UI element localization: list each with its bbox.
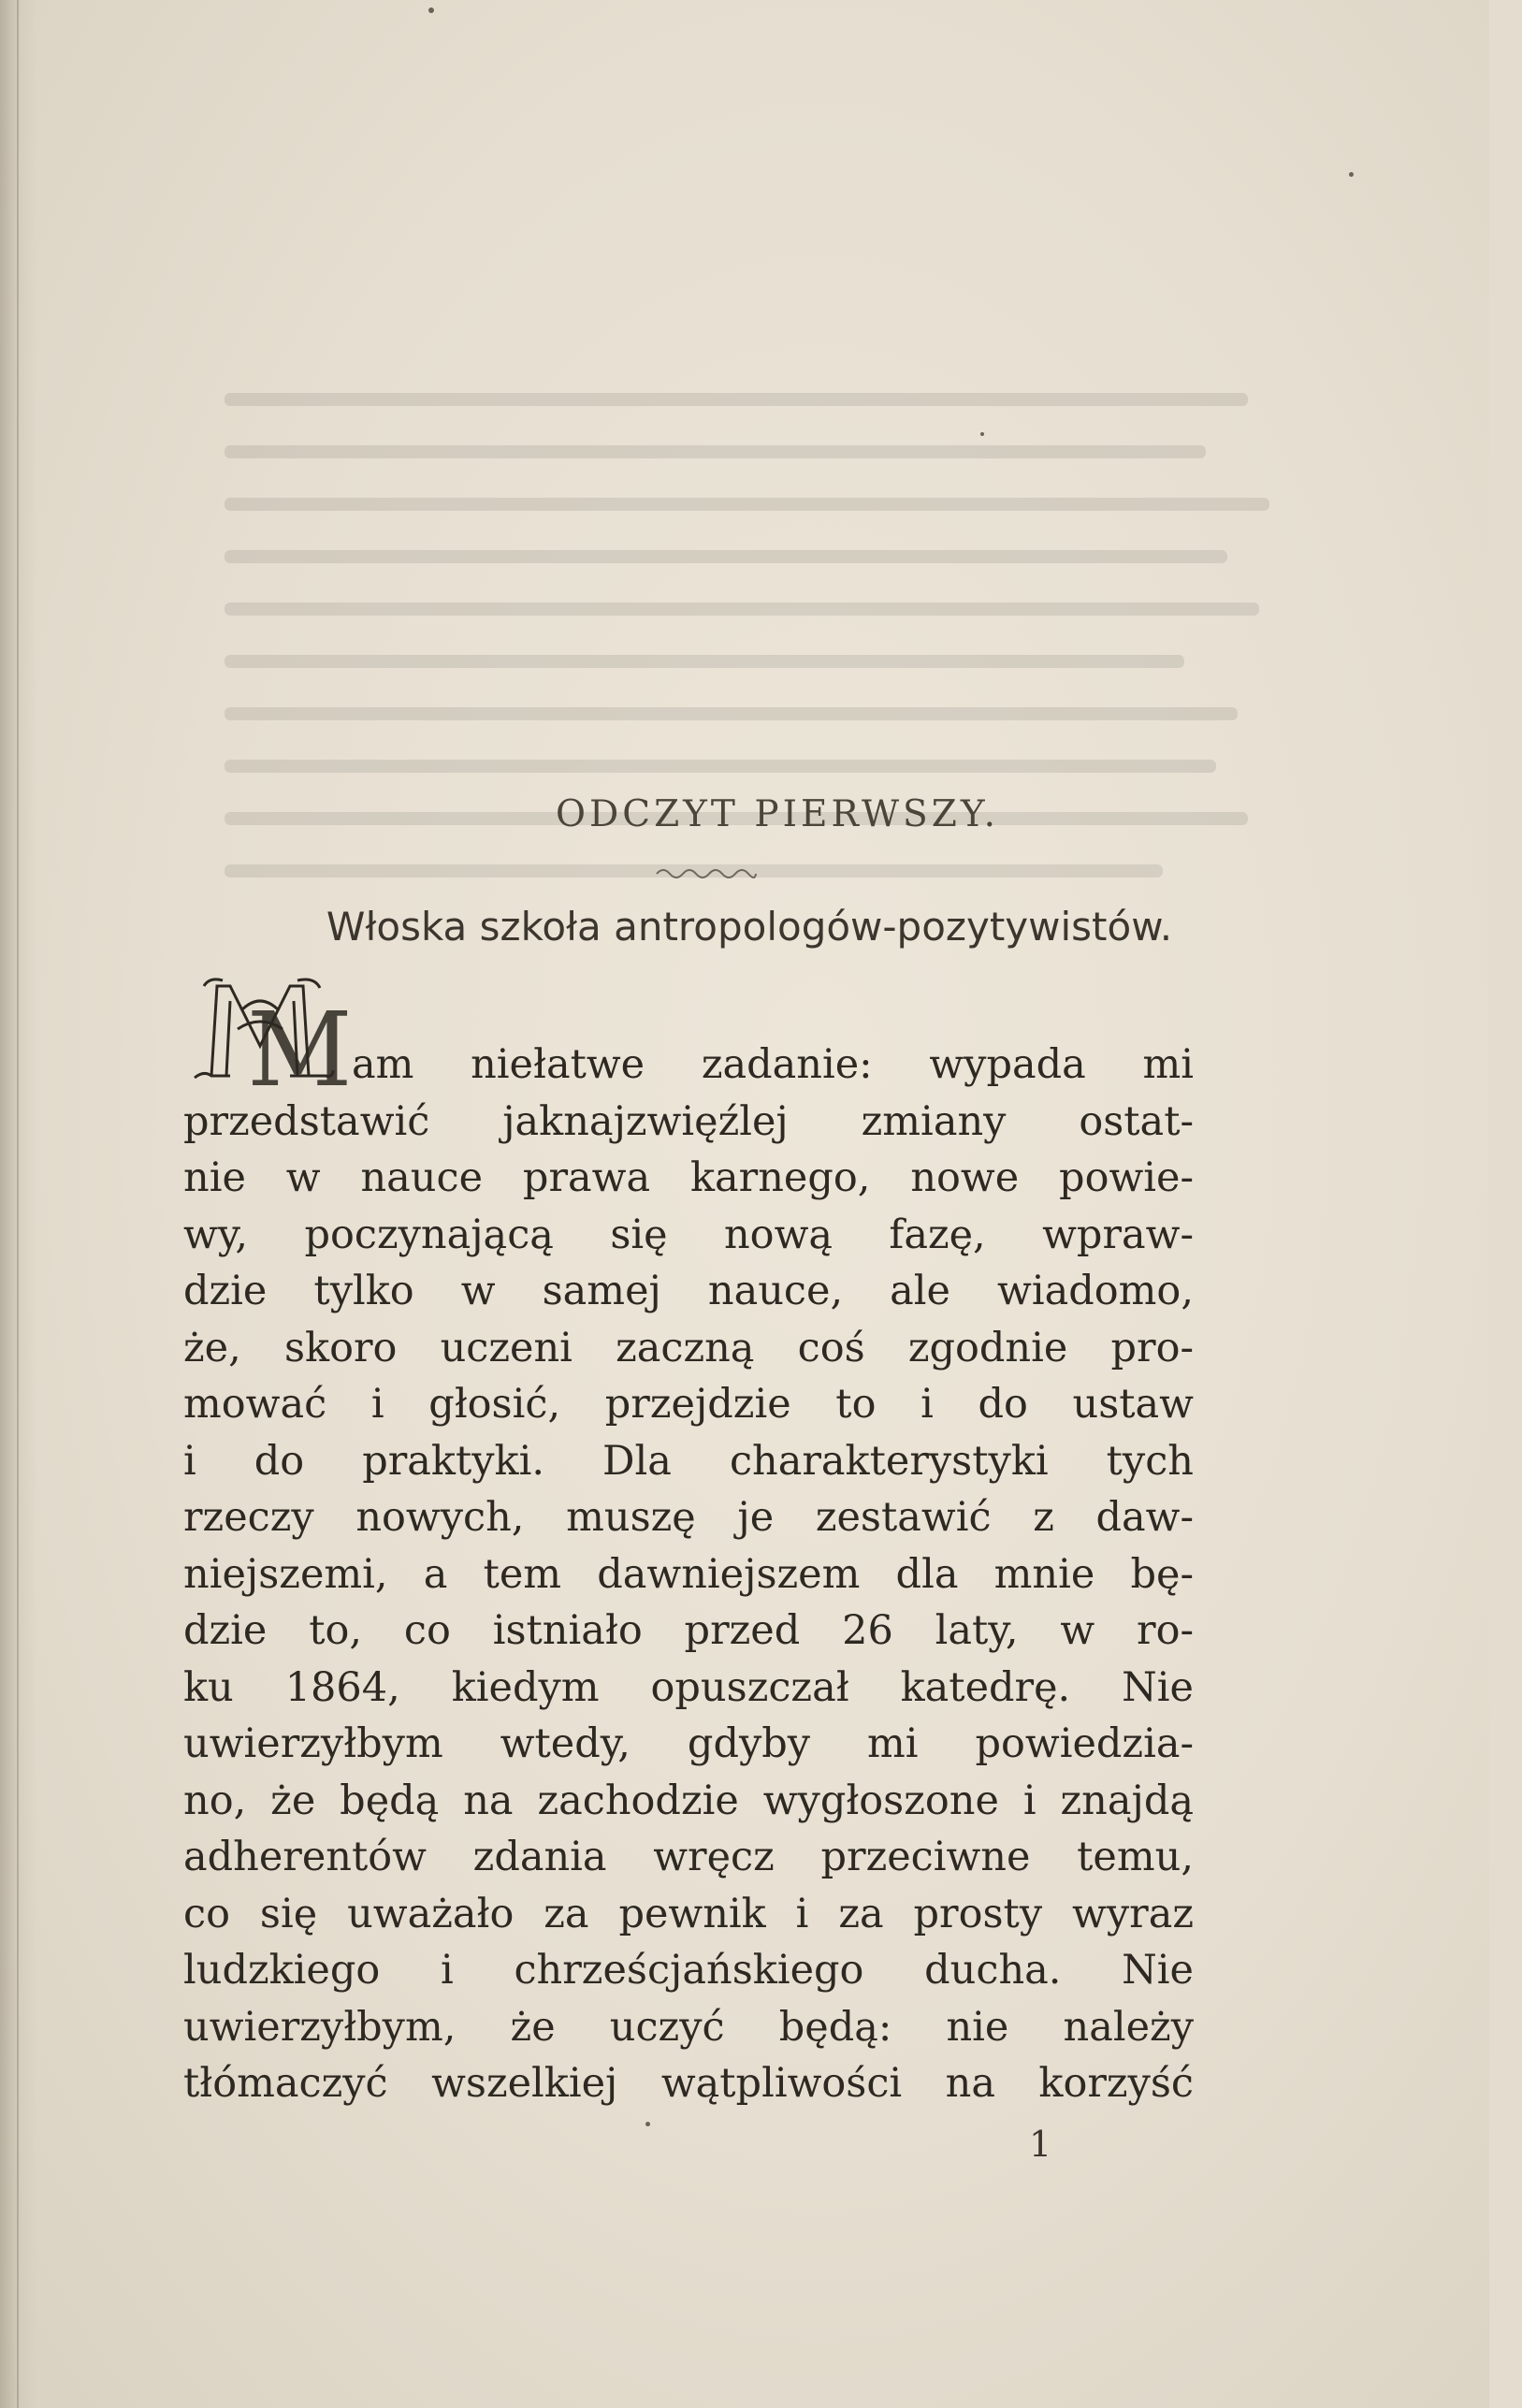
signature-mark: 1 <box>1029 2124 1052 2165</box>
paper-speck <box>1349 172 1354 177</box>
body-line: dzie tylko w samej nauce, ale wiadomo, <box>183 1268 1194 1314</box>
paper-speck <box>980 432 984 436</box>
body-line: uwierzyłbym, że uczyć będą: nie należy <box>183 2003 1194 2051</box>
page-fold-line <box>17 0 19 2408</box>
body-line: mować i głosić, przejdzie to i do ustaw <box>183 1381 1194 1428</box>
paper-speck <box>428 7 434 13</box>
paper-speck <box>645 2122 650 2126</box>
page-gutter-shadow <box>0 0 37 2408</box>
svg-text:M: M <box>247 990 353 1110</box>
body-line: ludzkiego i chrześcjańskiego ducha. Nie <box>183 1947 1194 1994</box>
heading-ornament <box>655 864 758 883</box>
body-line: rzeczy nowych, muszę je zestawić z daw- <box>183 1494 1194 1541</box>
body-line: że, skoro uczeni zaczną coś zgodnie pro- <box>183 1324 1194 1371</box>
body-line: niejszemi, a tem dawniejszem dla mnie bę- <box>183 1550 1194 1598</box>
body-line: nie w nauce prawa karnego, nowe powie- <box>183 1154 1194 1201</box>
body-line: tłómaczyć wszelkiej wątpliwości na korzyść <box>183 2060 1194 2107</box>
body-line: no, że będą na zachodzie wygłoszone i znajdą <box>183 1777 1194 1824</box>
body-text <box>183 1037 1194 2112</box>
body-line: uwierzyłbym wtedy, gdyby mi powiedzia- <box>183 1720 1194 1767</box>
body-line: co się uważało za pewnik i za prosty wyraz <box>183 1890 1194 1937</box>
bleed-through-text <box>225 393 1291 954</box>
body-line: ku 1864, kiedym opuszczał katedrę. Nie <box>183 1663 1194 1711</box>
body-line: dzie to, co istniało przed 26 laty, w ro- <box>183 1607 1194 1654</box>
body-line: i do praktyki. Dla charakterystyki tych <box>183 1437 1194 1485</box>
chapter-subheading: Włoska szkoła antropologów-pozytywistów. <box>326 904 1173 950</box>
body-line: am niełatwe zadanie: wypada mi <box>352 1041 1194 1088</box>
body-line: adherentów zdania wręcz przeciwne temu, <box>183 1834 1194 1880</box>
chapter-heading: ODCZYT PIERWSZY. <box>556 793 999 835</box>
body-line: wy, poczynającą się nową fazę, wpraw- <box>183 1211 1194 1258</box>
body-line: przedstawić jaknajzwięźlej zmiany ostat- <box>183 1097 1194 1145</box>
